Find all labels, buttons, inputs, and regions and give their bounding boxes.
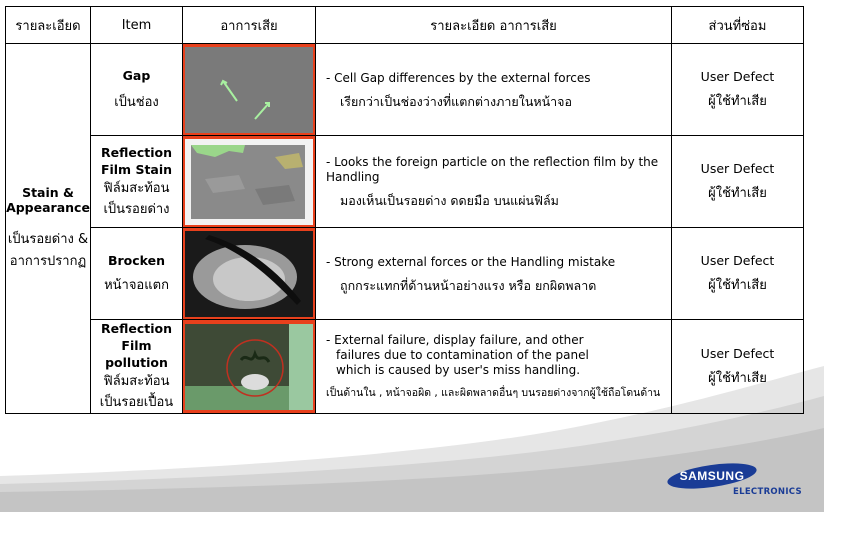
header-detail: รายละเอียด: [6, 7, 91, 44]
logo-sub: ELECTRONICS: [733, 487, 802, 497]
part-en: User Defect: [700, 252, 775, 268]
item-cell: [91, 44, 183, 136]
desc-en: - Strong external forces or the Handling mistake: [326, 254, 616, 269]
desc-en-3: which is caused by user's miss handling.: [336, 362, 581, 377]
item-en: Brocken: [107, 252, 166, 268]
header-symptom: อาการเสีย: [183, 7, 316, 44]
logo-brand: SAMSUNG: [679, 469, 745, 483]
desc-en-2: failures due to contamination of the panel: [336, 347, 589, 362]
symptom-image-broken: [183, 228, 316, 320]
item-th-2: เป็นรอยด่าง: [103, 201, 170, 217]
item-th-1: ฟิล์มสะท้อน: [103, 374, 170, 389]
item-cell: [91, 136, 183, 228]
part-cell: [672, 136, 804, 228]
category-en: Stain & Appearance: [6, 184, 90, 215]
symptom-image-pollution: [183, 320, 316, 414]
symptom-image-reflection-stain: [183, 136, 316, 228]
desc-th: เป็นด้านใน , หน้าจอผิด , และผิดพลาดอื่นๆ บนรอยด่างจากผู้ใช้ถือโดนด้าน: [326, 386, 661, 399]
table-row: [6, 228, 804, 320]
header-symptom-detail: รายละเอียด อาการเสีย: [316, 7, 672, 44]
part-cell: [672, 44, 804, 136]
desc-th: ถูกกระแทกที่ด้านหน้าอย่างแรง หรือ ยกผิดพลาด: [340, 277, 597, 293]
category-th: เป็นรอยด่าง & อาการปรากฏ: [7, 231, 89, 269]
item-cell: [91, 228, 183, 320]
category-cell: [6, 44, 91, 414]
item-th-1: ฟิล์มสะท้อน: [103, 180, 170, 196]
part-th: ผู้ใช้ทำเสีย: [708, 370, 767, 386]
desc-en: - Cell Gap differences by the external forces: [326, 70, 591, 85]
item-th: เป็นช่อง: [114, 94, 159, 110]
desc-cell: [316, 320, 672, 414]
part-cell: [672, 320, 804, 414]
symptom-image-gap: [183, 44, 316, 136]
item-th-2: เป็นรอยเปื้อน: [99, 395, 174, 410]
item-en: Gap: [122, 67, 151, 83]
header-row: [6, 7, 804, 44]
item-cell: [91, 320, 183, 414]
table-row: [6, 44, 804, 136]
item-en: Reflection Film Stain: [100, 144, 173, 177]
desc-en: - Looks the foreign particle on the reflection film by the Handling: [326, 155, 659, 184]
desc-th: เรียกว่าเป็นช่องว่างที่แตกต่างภายในหน้าจอ: [340, 93, 572, 109]
desc-en-1: - External failure, display failure, and other: [326, 332, 584, 347]
part-cell: [672, 228, 804, 320]
part-en: User Defect: [700, 345, 775, 361]
part-th: ผู้ใช้ทำเสีย: [708, 93, 767, 109]
table-row: [6, 136, 804, 228]
item-en-2: Film pollution: [105, 338, 168, 370]
desc-cell: [316, 44, 672, 136]
part-th: ผู้ใช้ทำเสีย: [708, 185, 767, 201]
header-item: Item: [91, 7, 183, 44]
part-en: User Defect: [700, 68, 775, 84]
desc-cell: [316, 228, 672, 320]
item-en-1: Reflection: [100, 321, 172, 336]
item-th: หน้าจอแตก: [104, 277, 169, 293]
table-row: [6, 320, 804, 414]
defect-table: [5, 6, 804, 414]
desc-cell: [316, 136, 672, 228]
desc-th: มองเห็นเป็นรอยด่าง ดดยมือ บนแผ่นฟิล์ม: [340, 193, 559, 208]
part-en: User Defect: [700, 160, 775, 176]
header-repair-part: ส่วนที่ซ่อม: [672, 7, 804, 44]
part-th: ผู้ใช้ทำเสีย: [708, 277, 767, 293]
